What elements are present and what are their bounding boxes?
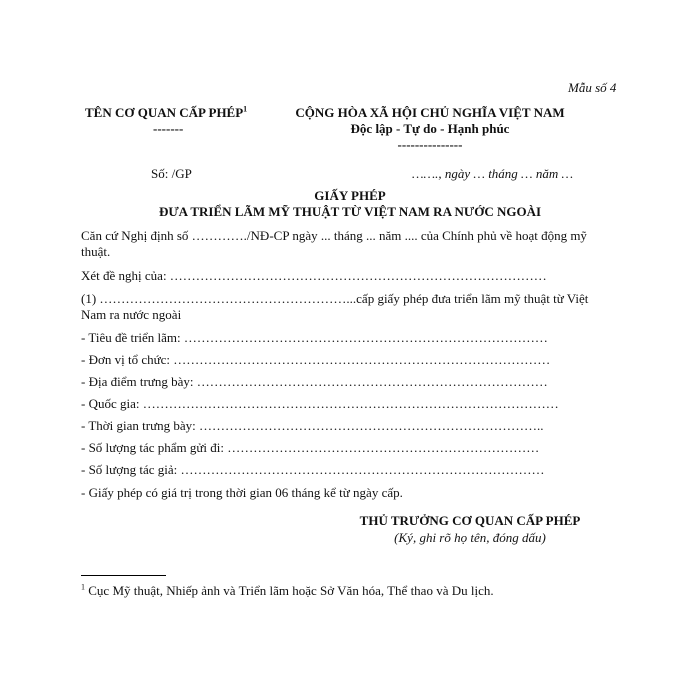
date-line: ……., ngày … tháng … năm … — [412, 166, 574, 181]
national-motto: Độc lập - Tự do - Hạnh phúc — [350, 121, 510, 136]
field-country: - Quốc gia: …………………………………………………………………………………… — [81, 396, 559, 411]
agency-name — [85, 105, 247, 121]
legal-basis-line-2: thuật. — [81, 244, 111, 259]
field-venue: - Địa điểm trưng bày: ……………………………………………………………………… — [81, 374, 548, 389]
field-organizer: - Đơn vị tổ chức: …………………………………………………………………………… — [81, 352, 551, 367]
footnote-divider — [81, 575, 166, 576]
signature-note: (Ký, ghi rõ họ tên, đóng dấu) — [394, 530, 546, 545]
national-dashes: --------------- — [397, 137, 463, 152]
footnote-ref: 1 — [243, 104, 248, 114]
agency-name-text: TÊN CƠ QUAN CẤP PHÉP — [85, 105, 244, 120]
field-exhibition-title: - Tiêu đề triển lãm: ………………………………………………………………………… — [81, 330, 548, 345]
form-number: Mẫu số 4 — [568, 80, 617, 95]
legal-basis-line-1: Căn cứ Nghị định số …………./NĐ-CP ngày ... tháng ... năm .... của Chính phủ về hoạt động mỹ — [81, 228, 587, 243]
national-title: CỘNG HÒA XÃ HỘI CHỦ NGHĨA VIỆT NAM — [295, 105, 565, 120]
signature-title: THỦ TRƯỞNG CƠ QUAN CẤP PHÉP — [359, 513, 581, 528]
agency-dashes: ------- — [153, 121, 184, 136]
footnote — [81, 583, 494, 599]
grant-line-2: Nam ra nước ngoài — [81, 307, 182, 322]
footnote-text: Cục Mỹ thuật, Nhiếp ảnh và Triển lãm hoặc Sở Văn hóa, Thể thao và Du lịch. — [88, 583, 494, 598]
proposal-line: Xét đề nghị của: …………………………………………………………………………… — [81, 268, 547, 283]
field-artwork-count: - Số lượng tác phẩm gửi đi: ……………………………………………………………… — [81, 440, 540, 455]
validity-line: - Giấy phép có giá trị trong thời gian 06 tháng kể từ ngày cấp. — [81, 485, 403, 500]
field-display-period: - Thời gian trưng bày: …………………………………………………………………….. — [81, 418, 544, 433]
grant-line-1: (1) …………………………………………………...cấp giấy phép đưa triển lãm mỹ thuật từ Việt — [81, 291, 589, 306]
document-title: GIẤY PHÉP — [314, 188, 386, 203]
document-subtitle: ĐƯA TRIỂN LÃM MỸ THUẬT TỪ VIỆT NAM RA NƯỚC NGOÀI — [158, 204, 542, 219]
document-number: Số: /GP — [151, 166, 192, 181]
field-artist-count: - Số lượng tác giả: ………………………………………………………………………… — [81, 462, 545, 477]
footnote-mark: 1 — [81, 582, 85, 592]
